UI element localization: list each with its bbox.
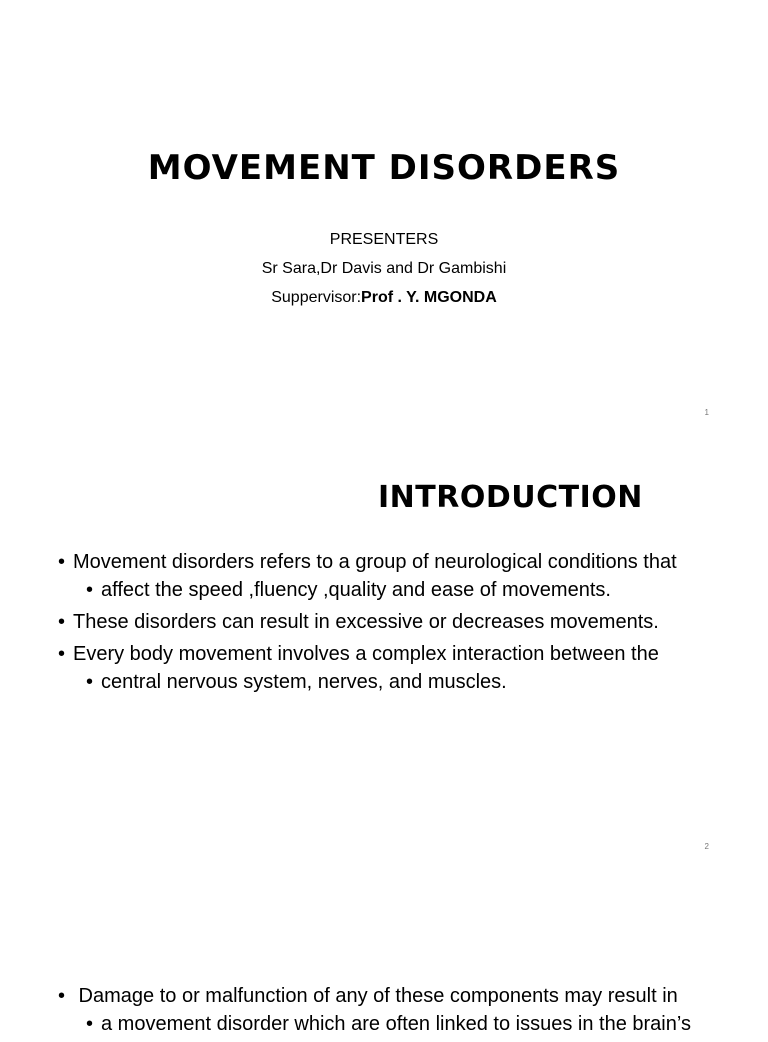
list-item — [58, 982, 738, 1010]
page-number: 1 — [704, 408, 709, 417]
bullet-icon: • — [58, 643, 66, 665]
bullet-icon: • — [58, 985, 66, 1007]
list-item — [58, 640, 738, 668]
list-item-text: a movement disorder which are often linked to issues in the brain’s — [101, 1013, 691, 1035]
bullet-list — [58, 548, 738, 700]
bullet-list — [58, 982, 738, 1042]
list-item — [58, 1010, 738, 1038]
presenters-names: Sr Sara,Dr Davis and Dr Gambishi — [261, 260, 507, 277]
supervisor-label: Suppervisor: — [271, 289, 362, 306]
page-number: 2 — [704, 842, 709, 851]
slide-title: INTRODUCTION — [378, 480, 643, 515]
list-item — [58, 548, 738, 576]
list-item-text: central nervous system, nerves, and muscles. — [101, 671, 507, 693]
content-slide — [0, 868, 768, 1035]
list-item — [58, 608, 738, 636]
bullet-icon: • — [86, 671, 94, 693]
bullet-icon: • — [58, 611, 66, 633]
supervisor-name: Prof . Y. MGONDA — [361, 289, 497, 306]
list-item-text: Damage to or malfunction of any of these components may result in — [73, 985, 678, 1007]
list-item-text: Movement disorders refers to a group of neurological conditions that — [73, 551, 677, 573]
supervisor-line — [0, 288, 768, 308]
list-item — [58, 576, 738, 604]
introduction-slide — [0, 434, 768, 868]
title-slide — [0, 0, 768, 434]
bullet-icon: • — [58, 551, 66, 573]
bullet-icon: • — [86, 579, 94, 601]
list-item-text: affect the speed ,fluency ,quality and ease of movements. — [101, 579, 611, 601]
bullet-icon: • — [86, 1013, 94, 1035]
list-item-text: Every body movement involves a complex interaction between the — [73, 643, 659, 665]
list-item — [58, 668, 738, 696]
presenters-label: PRESENTERS — [329, 231, 439, 248]
slide-title: MOVEMENT DISORDERS — [147, 148, 621, 188]
list-item-text: These disorders can result in excessive or decreases movements. — [73, 611, 659, 633]
